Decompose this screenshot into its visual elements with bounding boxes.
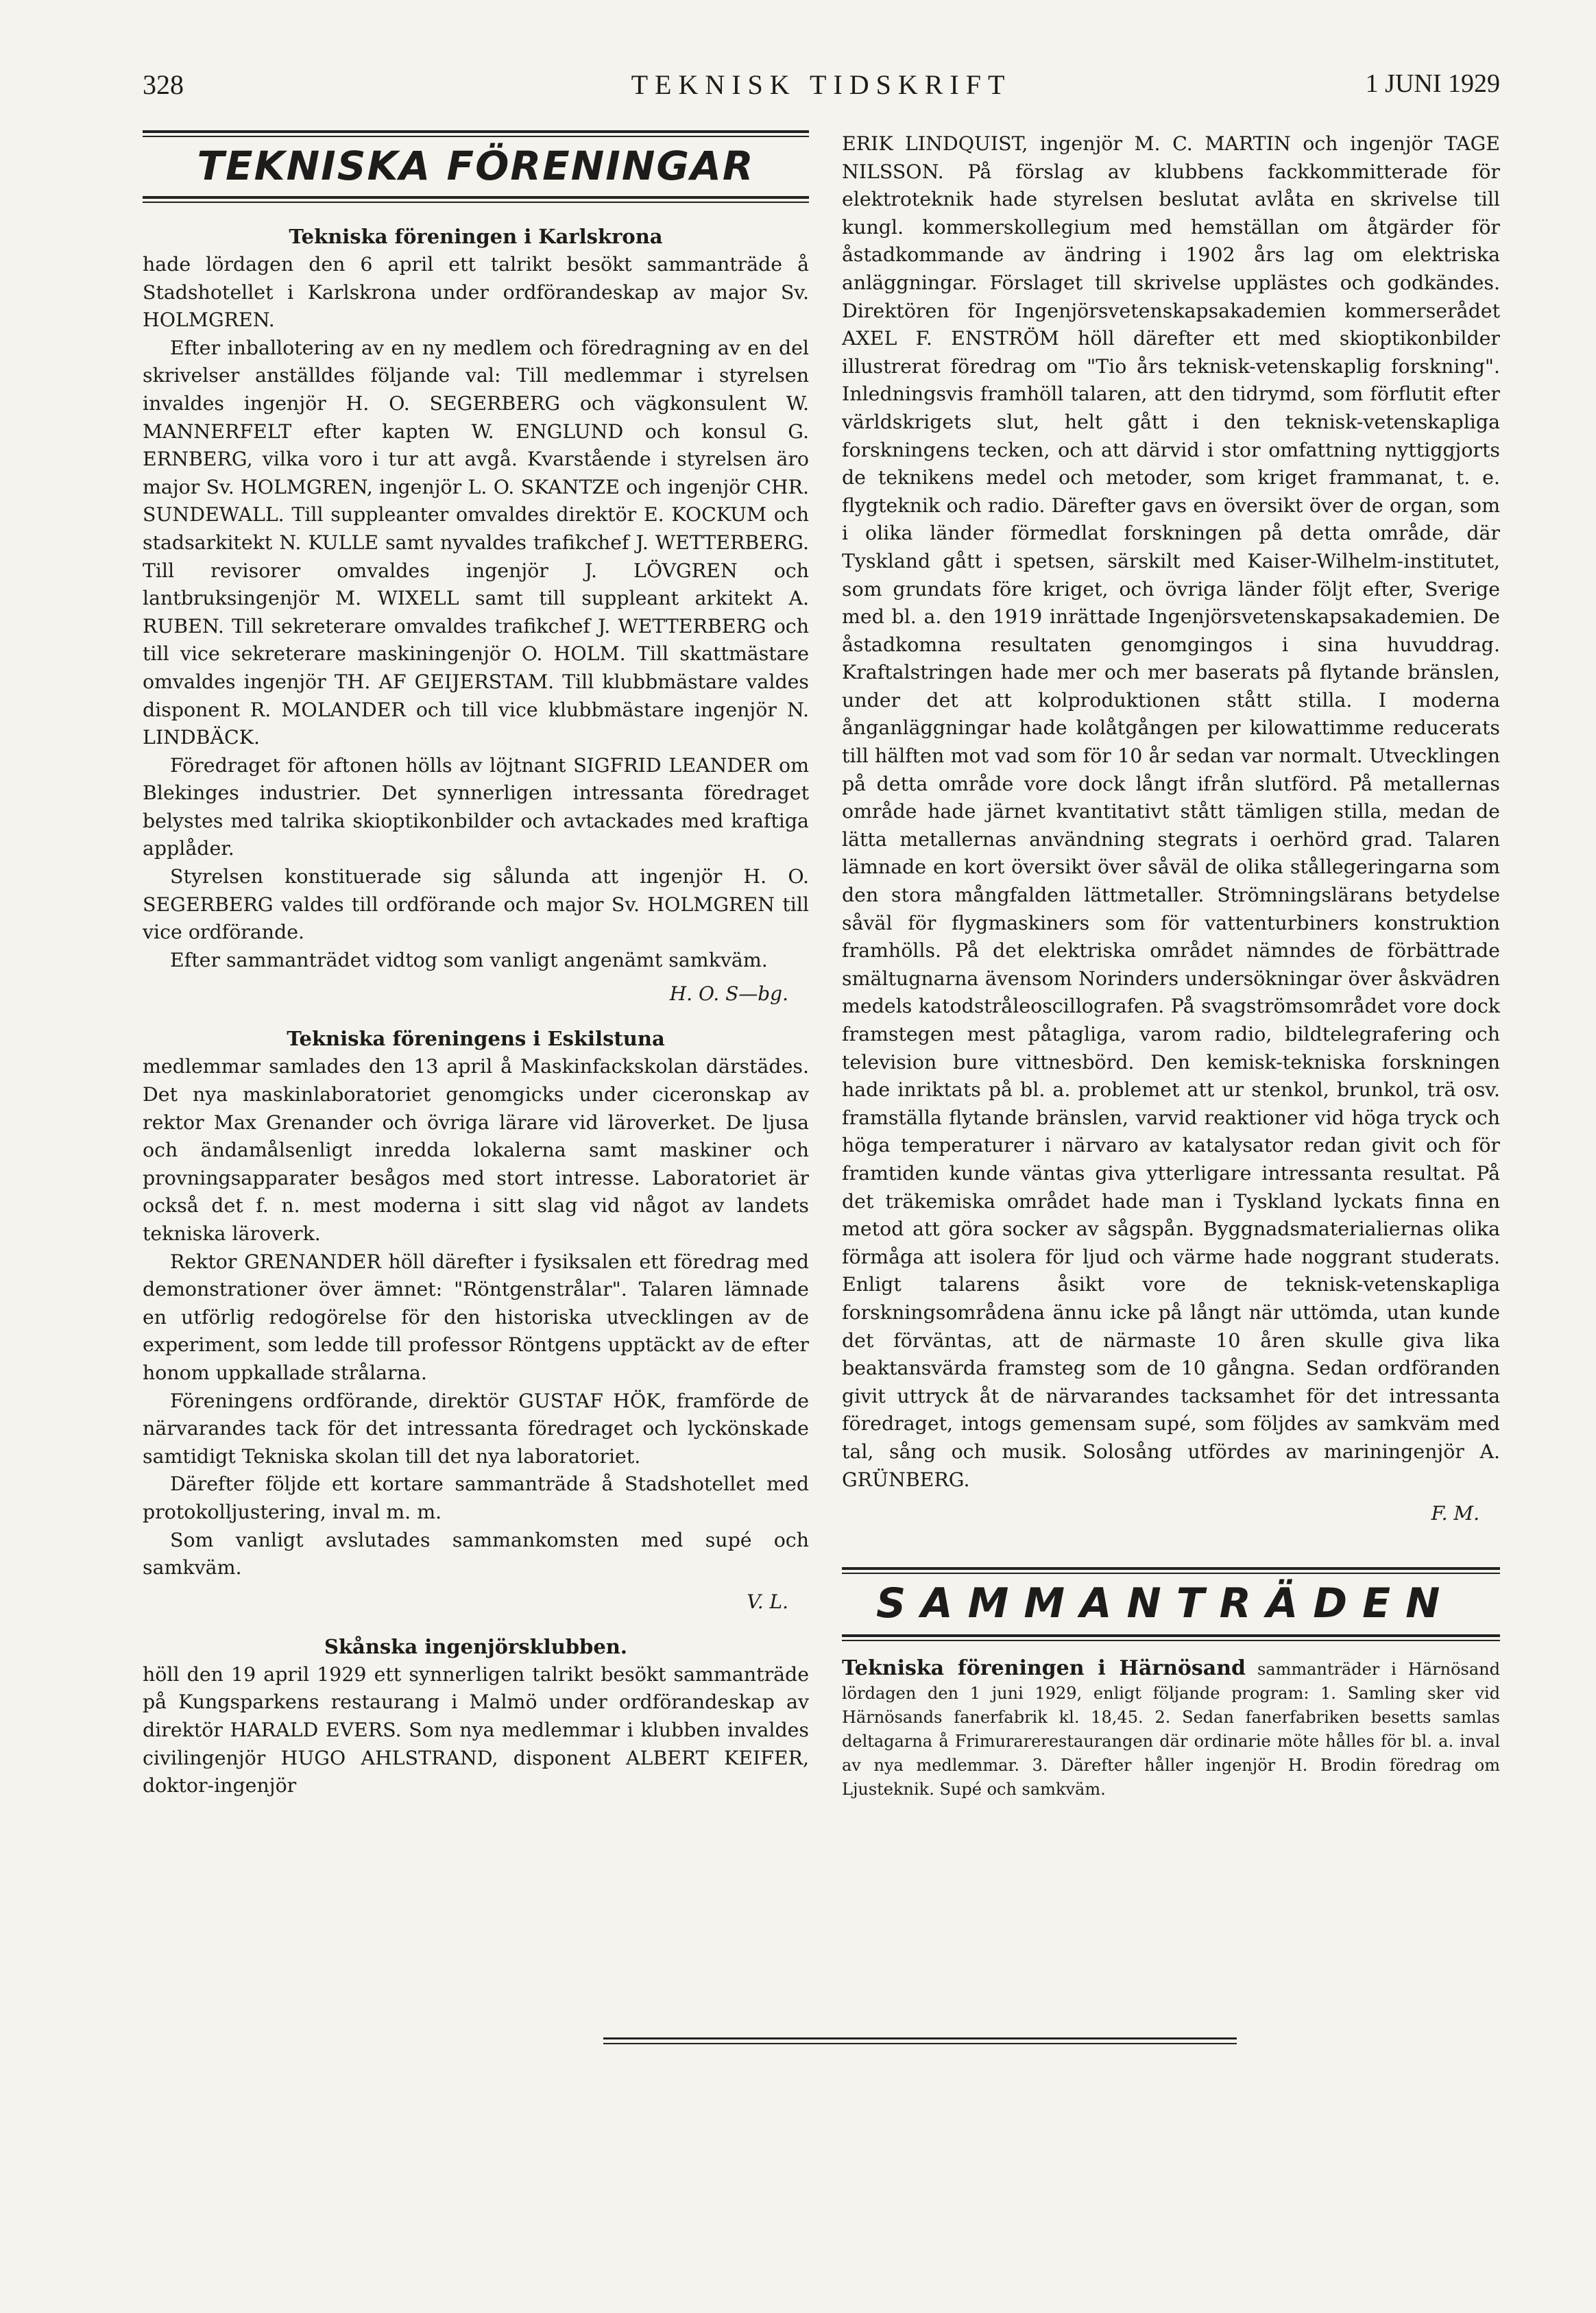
article-title-skanska: Skånska ingenjörsklubben. [324, 1634, 627, 1658]
paragraph: Styrelsen konstituerade sig sålunda att ingenjör H. O. SEGERBERG valdes till ordförande och major Sv. HOLMGREN till vice ordförande. [143, 865, 809, 944]
left-column [143, 130, 809, 1800]
section-title-sammantraden: SAMMANTRÄDEN [876, 1579, 1455, 1628]
paragraph: Efter inballotering av en ny medlem och föredragning av en del skrivelser anställdes följande val: Till medlemmar i styrelsen invaldes ingenjör H. O. SEGERBERG och vägkonsulent W. MANNERFELT efter kapten W. ENGLUND och konsul G. ERNBERG, vilka voro i tur att avgå. Kvarstående i styrelsen äro major Sv. HOLMGREN, ingenjör L. O. SKANTZE och ingenjör CHR. SUNDEWALL. Till suppleanter omvaldes direktör E. KOCKUM och stadsarkitekt N. KULLE samt nyvaldes trafikchef J. WETTERBERG. Till revisorer omvaldes ingenjör J. LÖVGREN och lantbruksingenjör M. WIXELL samt till suppleant arkitekt A. RUBEN. Till sekreterare omvaldes trafikchef J. WETTERBERG och till vice sekreterare maskiningenjör O. HOLM. Till skattmästare omvaldes ingenjör TH. AF GEIJERSTAM. Till klubbmästare valdes disponent R. MOLANDER och till vice klubbmästare ingenjör N. LINDBÄCK. [143, 336, 809, 749]
section-rule-bottom [842, 1634, 1500, 1641]
page-header [143, 63, 1500, 111]
article-title-eskilstuna: Tekniska föreningens i Eskilstuna [287, 1027, 665, 1051]
paragraph: Föredraget för aftonen hölls av löjtnant SIGFRID LEANDER om Blekinges industrier. Det synnerligen intressanta föredraget belystes med talrika skioptikonbilder och avtackades med kraftiga applåder. [143, 753, 809, 860]
signature-karlskrona: H. O. S—bg. [669, 982, 788, 1006]
section-rule-bottom [143, 196, 809, 203]
notice-harnosand [842, 1656, 1500, 1802]
paragraph: Efter sammanträdet vidtog som vanligt angenämt samkväm. [170, 948, 768, 971]
issue-date: 1 JUNI 1929 [1365, 69, 1500, 98]
article-title-karlskrona: Tekniska föreningen i Karlskrona [289, 225, 663, 248]
paragraph: Därefter följde ett kortare sammanträde å Stadshotellet med protokolljustering, inval m. m. [143, 1473, 809, 1523]
paragraph: Föreningens ordförande, direktör GUSTAF HÖK, framförde de närvarandes tack för det intressanta föredraget och lyckönskade samtidigt Tekniska skolan till det nya laboratoriet. [143, 1389, 809, 1468]
paragraph: Rektor GRENANDER höll därefter i fysiksalen ett föredrag med demonstrationer över ämnet: "Röntgenstrålar". Talaren lämnade en utförlig redogörelse för den historiska utvecklingen av de experiment, som ledde till professor Röntgens upptäckt av de efter honom uppkallade strålarna. [143, 1250, 809, 1384]
page-number: 328 [143, 69, 184, 100]
section-rule-top [842, 1567, 1500, 1574]
section-title-tekniska-foreningar: TEKNISKA FÖRENINGAR [197, 143, 755, 189]
signature-fm: F. M. [1431, 1502, 1479, 1525]
section-rule-top [143, 130, 809, 137]
paragraph: höll den 19 april 1929 ett synnerligen talrikt besökt sammanträde på Kungsparkens restaurang i Malmö under ordförandeskap av direktör HARALD EVERS. Som nya medlemmar i klubben invaldes civilingenjör HUGO AHLSTRAND, disponent ALBERT KEIFER, doktor-ingenjör [143, 1662, 809, 1797]
bottom-rule [603, 2037, 1237, 2044]
journal-title: TEKNISK TIDSKRIFT [631, 69, 1012, 100]
signature-eskilstuna: V. L. [747, 1590, 788, 1613]
notice-text: sammanträder i Härnösand lördagen den 1 juni 1929, enligt följande program: 1. Samling sker vid Härnösands fanerfabrik kl. 18,45. 2. Sedan fanerfabriken besetts samlas deltagarna å Frimurarerestaurangen där ordinarie möte hålles för bl. a. inval av nya medlemmar. 3. Därefter håller ingenjör H. Brodin föredrag om Ljusteknik. Supé och samkväm. [842, 1660, 1500, 1800]
right-column [842, 130, 1500, 1802]
paragraph-continuation: ERIK LINDQUIST, ingenjör M. C. MARTIN och ingenjör TAGE NILSSON. På förslag av klubbens fackkommitterade för elektroteknik hade styrelsen beslutat avlåta en skrivelse till kungl. kommerskollegium med hemställan om åtgärder för åstadkommande av ändring i 1902 års lag om elektriska anläggningar. Förslaget till skrivelse upplästes och godkändes. Direktören för Ingenjörsvetenskapsakademien kommerserådet AXEL F. ENSTRÖM höll därefter ett med skioptikonbilder illustrerat föredrag om "Tio års teknisk-vetenskaplig forskning". Inledningsvis framhöll talaren, att den tidrymd, som förflutit efter världskrigets slut, helt gått i den teknisk-vetenskapliga forskningens tecken, och att därvid i stor omfattning nyttiggjorts de teknikens medel och metoder, som kriget frammanat, t. e. flygteknik och radio. Därefter gavs en översikt över de organ, som i olika länder förmedlat forskningen på detta område, där Tyskland gått i spetsen, särskilt med Kaiser-Wilhelm-institutet, som grundats före kriget, och övriga länder följt efter, Sverige med bl. a. den 1919 inrättade Ingenjörsvetenskapsakademien. De åstadkomna resultaten genomgingos i sina huvuddrag. Kraftalstringen hade mer och mer baserats på flytande bränslen, under det att kolproduktionen stått stilla. I moderna ånganläggningar hade kolåtgången per kilowattimme reducerats till hälften mot vad som för 10 år sedan var normalt. Utvecklingen på detta område vore dock långt ifrån slutförd. På metallernas område hade järnet kvantitativt stått tämligen stilla, medan de lätta metallernas användning stegrats i oerhörd grad. Talaren lämnade en kort översikt över såväl de olika stållegeringarna som den stora mångfalden lättmetaller. Strömningslärans betydelse såväl för flygmaskiners som för vattenturbiners konstruktion framhölls. På det elektriska området nämndes de förbättrade smältugnarna ävensom Norinders undersökningar över åskvädren medels katodstråleoscillografen. På svagströmsområdet vore dock framstegen mest påtagliga, varom radio, bildtelegrafering och television bure vittnesbörd. Den kemisk-tekniska forskningen hade inriktats på bl. a. problemet att ur stenkol, brunkol, trä osv. framställa flytande bränslen, varvid reaktioner vid höga tryck och höga temperaturer i närvaro av katalysator redan givit och för framtiden kunde väntas giva ytterligare intressanta resultat. På det träkemiska området hade man i Tyskland lyckats finna en metod att göra socker av sågspån. Byggnadsmaterialiernas olika förmåga att isolera för ljud och värme hade noggrant studerats. Enligt talarens åsikt vore de teknisk-vetenskapliga forskningsområdena ännu icke på långt när uttömda, utan kunde det förväntas, att de närmaste 10 åren skulle giva lika beaktansvärda framsteg som de 10 gångna. Sedan ordföranden givit uttryck åt de närvarandes tacksamhet för det intressanta föredraget, intogs gemensam supé, som följdes av samkväm med tal, sång och musik. Solosång utfördes av mariningenjör A. GRÜNBERG. [842, 132, 1500, 1491]
paragraph: medlemmar samlades den 13 april å Maskinfackskolan därstädes. Det nya maskinlaboratoriet genomgicks under ciceronskap av rektor Max Grenander och övriga lärare vid läroverket. De ljusa och ändamålsenligt inredda lokalerna samt maskiner och provningsapparater besågos med stort intresse. Laboratoriet är också det f. n. mest moderna i sitt slag vid något av landets tekniska läroverk. [143, 1055, 809, 1245]
paragraph: hade lördagen den 6 april ett talrikt besökt sammanträde å Stadshotellet i Karlskrona under ordförandeskap av major Sv. HOLMGREN. [143, 253, 809, 332]
notice-title: Tekniska föreningen i Härnösand [842, 1656, 1246, 1681]
paragraph: Som vanligt avslutades sammankomsten med supé och samkväm. [143, 1528, 809, 1579]
